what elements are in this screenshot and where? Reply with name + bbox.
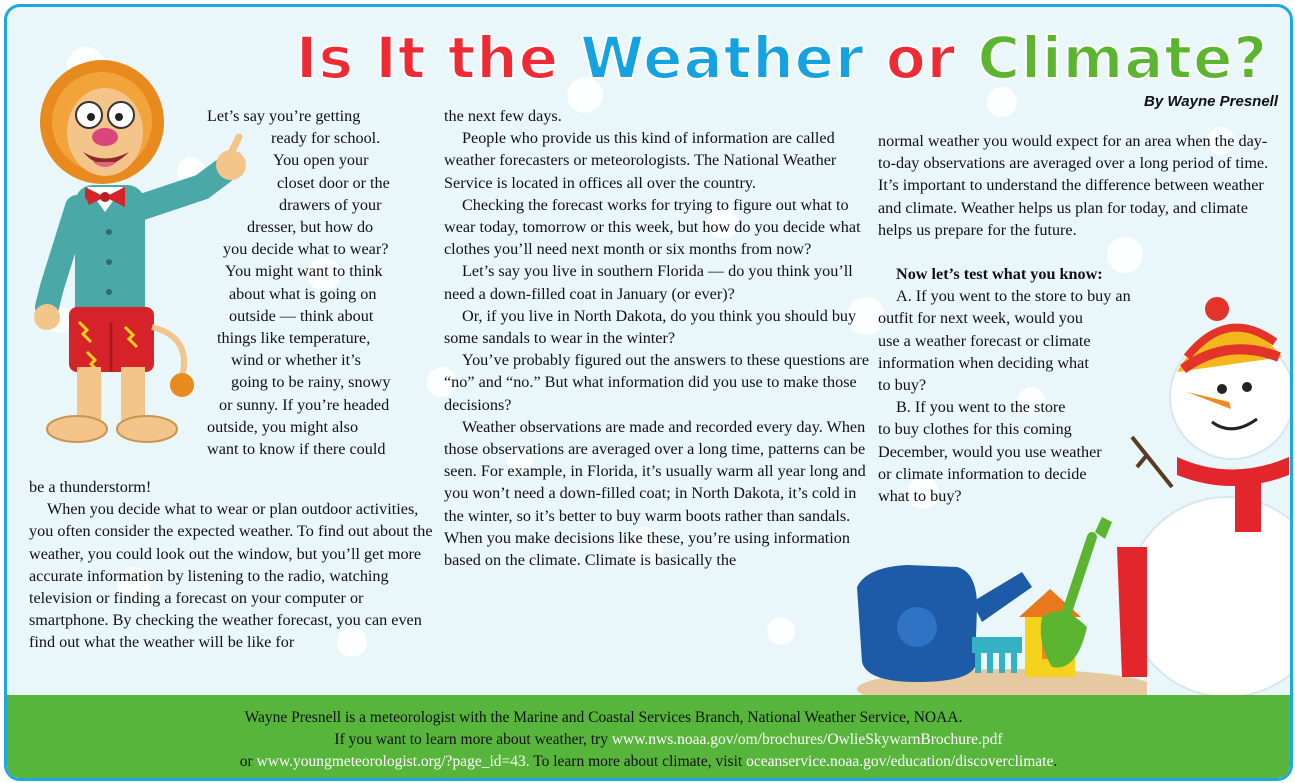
question-line: A. If you went to the store to buy an [896,287,1131,306]
paragraph: the next few days. [444,107,562,125]
question-line: December, would you use weather [878,442,1102,461]
question-a [878,285,1283,396]
owlie-brochure-link[interactable]: www.nws.noaa.gov/om/brochures/OwlieSkywarnBrochure.pdf [611,731,1003,748]
paragraph: Weather observations are made and recorded every day. When those observations are averaged over a long time, patterns can be seen. For example, in Florida, it’s usually warm all year long and you won’t need a down-filled coat; in North Dakota, it’s cold in the winter, so it’s better to buy warm boots rather than sandals. When you make decisions like these, you’re using information based on the climate. Climate is basically the [444,417,866,570]
column-1-wrapped-text [207,105,437,460]
paragraph: Checking the forecast works for trying to figure out what to wear today, tomorrow or this week, but how do you decide what clothes you’ll need next month or six months from now? [444,195,861,259]
wrap-line: want to know if there could [207,440,386,459]
question-line: B. If you went to the store [896,398,1066,417]
beach-toys-illustration [847,477,1147,702]
footer-climate-line [7,751,1290,772]
footer-text: To learn more about climate, visit [529,753,747,770]
discover-climate-link[interactable]: oceanservice.noaa.gov/education/discoverclimate [746,753,1054,770]
title-part-4: Climate? [977,24,1269,92]
article-frame [4,4,1293,781]
title-part-1: Is It the [295,24,560,92]
young-meteorologist-link[interactable]: www.youngmeteorologist.org/?page_id=43. [256,753,530,770]
paragraph: be a thunderstorm! [29,478,152,496]
byline: By Wayne Presnell [1144,93,1278,110]
wrap-line: You open your [273,151,369,170]
footer-banner [7,695,1290,781]
question-line: to buy? [878,376,927,395]
paragraph: normal weather you would expect for an area when the day-to-day observations are averaged over a long period of time. It’s important to understand the difference between weather and climate. Weather helps us plan for today, and climate helps us prepare for the future. [878,132,1269,239]
question-b [878,396,1283,507]
wrap-line: closet door or the [277,173,390,192]
paragraph: Let’s say you live in southern Florida — do you think you’ll need a down-filled coat in January (or ever)? [444,262,853,303]
paragraph: People who provide us this kind of information are called weather forecasters or meteorologists. The National Weather Service is located in offices all over the country. [444,129,837,192]
wrap-line: outside, you might also [207,417,359,436]
footer-author-note: Wayne Presnell is a meteorologist with the Marine and Coastal Services Branch, National Weather Service, NOAA. [244,709,963,726]
paragraph: When you decide what to wear or plan outdoor activities, you often consider the expected weather. To find out about the weather, you could look out the window, but you’ll get more accurate information by listening to the radio, watching television or finding a forecast on your computer or smartphone. By checking the weather forecast, you can even find out what the weather will be like for [29,500,433,652]
footer-text: If you want to learn more about weather, try [334,731,612,748]
question-line: outfit for next week, would you [878,309,1083,328]
footer-text: . [1053,753,1058,770]
column-2-text [444,105,869,571]
title-part-2: Weather [580,24,865,92]
title-part-3: or [885,24,957,92]
question-line: information when deciding what [878,353,1089,372]
question-line: or climate information to decide [878,464,1087,483]
wrap-line: drawers of your [279,195,382,214]
wrap-line: going to be rainy, snowy [231,373,391,392]
wrap-line: You might want to think [225,262,383,281]
wrap-line: outside — think about [229,306,374,325]
paragraph: You’ve probably figured out the answers to these questions are “no” and “no.” But what information did you use to make those decisions? [444,351,870,414]
wrap-line: about what is going on [229,284,377,303]
wrap-line: Let’s say you’re getting [207,107,361,125]
wrap-line: things like temperature, [217,329,371,348]
wrap-line: wind or whether it’s [231,351,361,370]
question-line: to buy clothes for this coming [878,420,1072,439]
wrap-line: or sunny. If you’re headed [219,395,390,414]
wrap-line: dresser, but how do [247,218,374,237]
footer-text: or [239,753,257,770]
column-3-text [878,130,1283,507]
footer-weather-line [27,729,1293,750]
wrap-line: ready for school. [271,129,381,148]
page-title [277,13,1287,103]
question-line: use a weather forecast or climate [878,331,1091,350]
test-heading: Now let’s test what you know: [896,265,1103,284]
paragraph: Or, if you live in North Dakota, do you think you should buy some sandals to wear in the winter? [444,306,857,348]
wrap-line: you decide what to wear? [223,240,389,259]
column-1-text [29,476,434,654]
question-line: what to buy? [878,487,962,506]
